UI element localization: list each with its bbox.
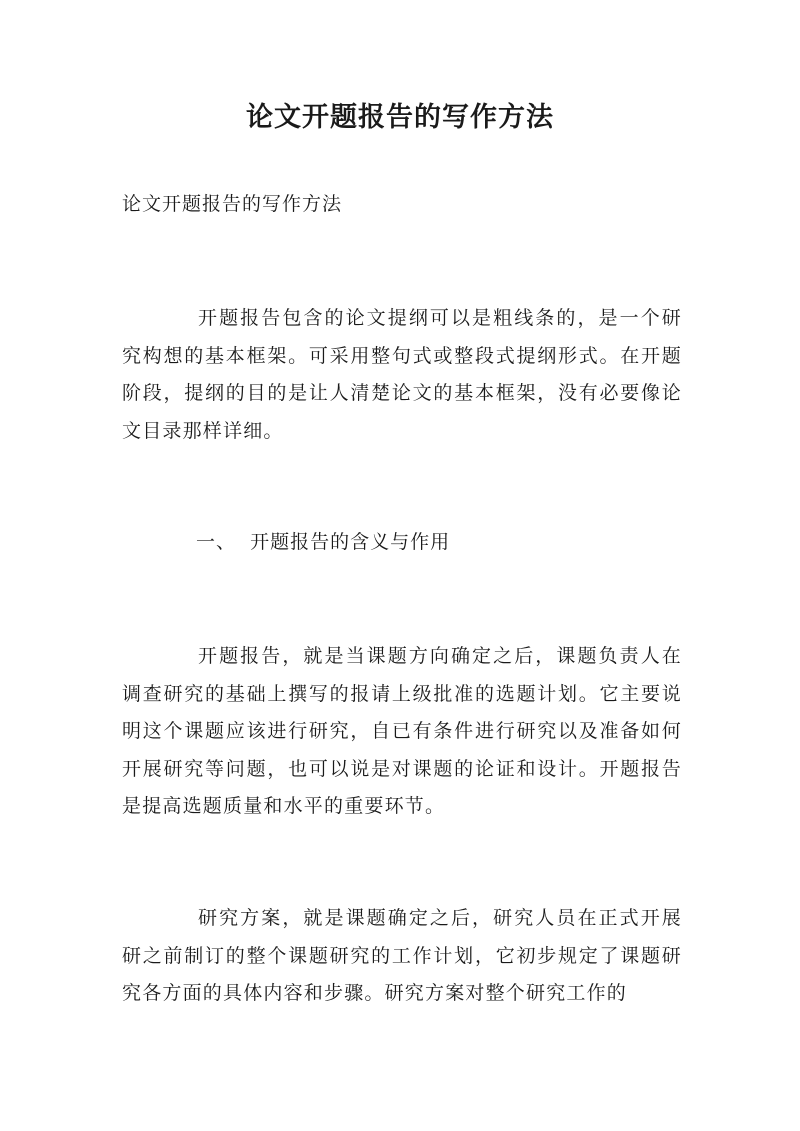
paragraph-research-plan: 研究方案，就是课题确定之后，研究人员在正式开展研之前制订的整个课题研究的工作计划，它初步规定了课题研究各方面的具体内容和步骤。研究方案对整个研究工作的 bbox=[122, 907, 682, 1004]
section-heading: 一、 开题报告的含义与作用 bbox=[196, 531, 451, 553]
paragraph-intro: 开题报告包含的论文提纲可以是粗线条的，是一个研究构想的基本框架。可采用整句式或整段式提纲形式。在开题阶段，提纲的目的是让人清楚论文的基本框架，没有必要像论文目录那样详细。 bbox=[122, 307, 682, 442]
document-title: 论文开题报告的写作方法 bbox=[246, 102, 554, 133]
paragraph-definition: 开题报告，就是当课题方向确定之后，课题负责人在调查研究的基础上撰写的报请上级批准的选题计划。它主要说明这个课题应该进行研究，自已有条件进行研究以及准备如何开展研究等问题，也可以说是对课题的论证和设计。开题报告是提高选题质量和水平的重要环节。 bbox=[122, 645, 682, 817]
document-subtitle: 论文开题报告的写作方法 bbox=[122, 193, 343, 215]
